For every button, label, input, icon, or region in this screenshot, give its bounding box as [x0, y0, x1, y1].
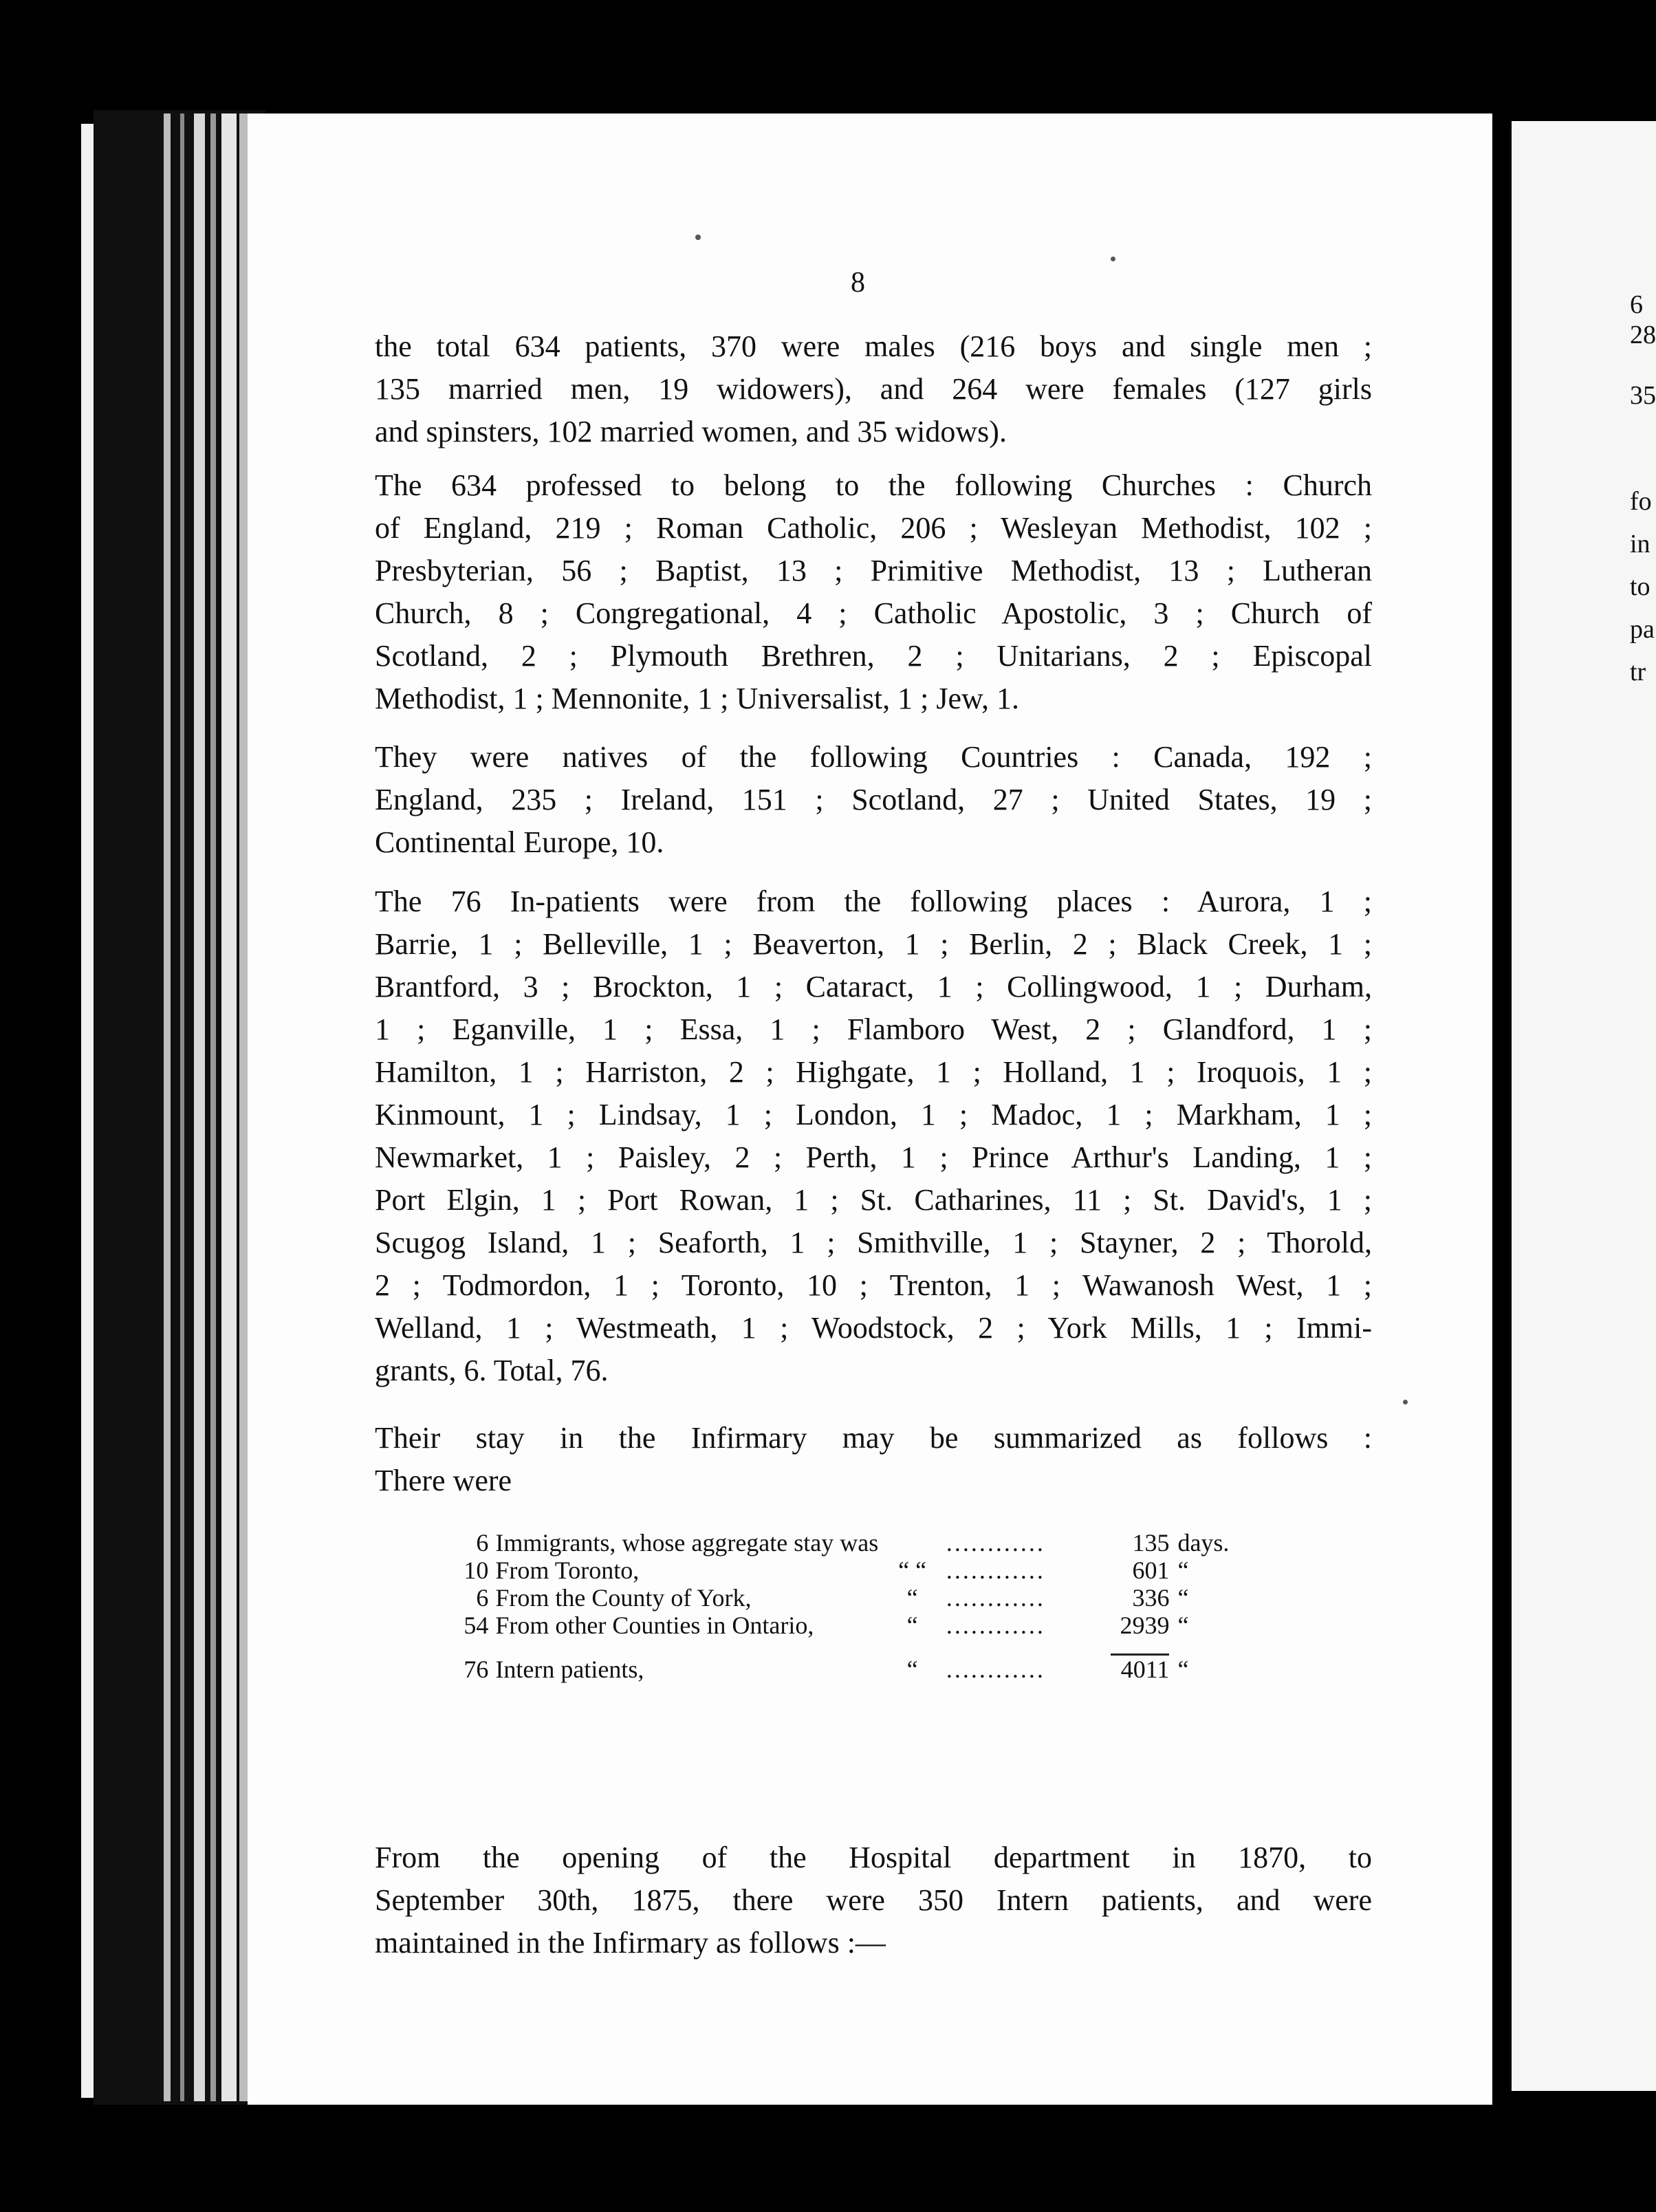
facing-page-fragment: fo: [1630, 487, 1652, 516]
row-label: From other Counties in Ontario,: [495, 1612, 814, 1639]
page-edge-stripe: [221, 113, 237, 2101]
text-line: Presbyterian, 56 ; Baptist, 13 ; Primitive Methodist, 13 ; Lutheran: [375, 554, 1372, 587]
text-line: Brantford, 3 ; Brockton, 1 ; Cataract, 1 ; Collingwood, 1 ; Durham,: [375, 970, 1372, 1004]
ink-speck: [695, 235, 701, 240]
facing-page-fragment: in: [1630, 530, 1650, 559]
text-line: From the opening of the Hospital department in 1870, to: [375, 1841, 1372, 1874]
paragraph-churches: [375, 464, 1372, 720]
text-line: maintained in the Infirmary as follows :—: [375, 1926, 886, 1960]
page-number: 8: [851, 267, 865, 299]
text-line: Church, 8 ; Congregational, 4 ; Catholic Apostolic, 3 ; Church of: [375, 596, 1372, 630]
leader-dots: ............: [946, 1656, 1045, 1683]
text-line: The 634 professed to belong to the following Churches : Church: [375, 468, 1372, 502]
text-line: Welland, 1 ; Westmeath, 1 ; Woodstock, 2 ; York Mills, 1 ; Immi-: [375, 1311, 1372, 1345]
facing-page-fragment: 28: [1630, 321, 1656, 349]
paragraph-stay-intro: [375, 1417, 1372, 1502]
text-line: There were: [375, 1464, 512, 1497]
ink-speck: [1403, 1400, 1408, 1405]
facing-page-fragment: 35: [1630, 381, 1656, 410]
days-value: 2939: [1120, 1612, 1170, 1639]
ditto-marks: “: [906, 1584, 918, 1612]
paragraph-countries: [375, 736, 1372, 864]
patient-count: 10: [464, 1557, 489, 1584]
days-value: 4011: [1120, 1656, 1170, 1683]
text-line: Continental Europe, 10.: [375, 825, 664, 859]
text-line: The 76 In-patients were from the following places : Aurora, 1 ;: [375, 885, 1372, 918]
ditto-marks: “: [906, 1612, 918, 1639]
text-line: Scugog Island, 1 ; Seaforth, 1 ; Smithville, 1 ; Stayner, 2 ; Thorold,: [375, 1226, 1372, 1259]
text-line: Newmarket, 1 ; Paisley, 2 ; Perth, 1 ; Prince Arthur's Landing, 1 ;: [375, 1140, 1372, 1174]
row-label: Intern patients,: [495, 1656, 644, 1683]
days-unit: days.: [1177, 1529, 1230, 1557]
text-line: They were natives of the following Countries : Canada, 192 ;: [375, 740, 1372, 774]
patient-count: 76: [464, 1656, 489, 1683]
page-edge-stripe: [210, 113, 216, 2101]
leader-dots: ............: [946, 1557, 1045, 1584]
row-label: Immigrants, whose aggregate stay was: [495, 1529, 879, 1557]
stay-summary-table: [454, 1529, 1245, 1683]
page-edge-stripe: [164, 113, 171, 2101]
text-line: the total 634 patients, 370 were males (216 boys and single men ;: [375, 329, 1372, 363]
text-line: Barrie, 1 ; Belleville, 1 ; Beaverton, 1 ; Berlin, 2 ; Black Creek, 1 ;: [375, 927, 1372, 961]
row-label: From the County of York,: [495, 1584, 752, 1612]
table-row: [454, 1612, 1245, 1639]
days-unit: “: [1177, 1612, 1189, 1639]
patient-count: 6: [476, 1584, 489, 1612]
ditto-marks: “ “: [898, 1557, 927, 1584]
text-line: and spinsters, 102 married women, and 35 widows).: [375, 415, 1007, 448]
table-row: [454, 1557, 1245, 1584]
ink-speck: [1111, 257, 1115, 261]
row-label: From Toronto,: [495, 1557, 640, 1584]
facing-page-edge: [1512, 121, 1656, 2091]
page-edge-stripe: [194, 113, 205, 2101]
page-edge-stripe: [180, 113, 184, 2101]
days-unit: “: [1177, 1584, 1189, 1612]
text-line: 135 married men, 19 widowers), and 264 were females (127 girls: [375, 372, 1372, 406]
facing-page-fragment: pa: [1630, 615, 1655, 644]
paragraph-places: [375, 880, 1372, 1392]
book-page: [248, 113, 1492, 2105]
page-edge-stripe: [239, 113, 248, 2101]
ditto-marks: “: [906, 1656, 918, 1683]
days-unit: “: [1177, 1557, 1189, 1584]
text-line: Scotland, 2 ; Plymouth Brethren, 2 ; Unitarians, 2 ; Episcopal: [375, 639, 1372, 673]
days-unit: “: [1177, 1656, 1189, 1683]
text-line: grants, 6. Total, 76.: [375, 1354, 609, 1387]
facing-page-fragment: tr: [1630, 658, 1646, 686]
text-line: England, 235 ; Ireland, 151 ; Scotland, 27 ; United States, 19 ;: [375, 783, 1372, 816]
text-line: Their stay in the Infirmary may be summarized as follows :: [375, 1421, 1372, 1455]
facing-page-fragment: 6: [1630, 290, 1643, 319]
text-line: Hamilton, 1 ; Harriston, 2 ; Highgate, 1 ; Holland, 1 ; Iroquois, 1 ;: [375, 1055, 1372, 1089]
days-value: 135: [1132, 1529, 1170, 1557]
patient-count: 6: [476, 1529, 489, 1557]
leader-dots: ............: [946, 1612, 1045, 1639]
sum-rule-row: [454, 1639, 1245, 1656]
days-value: 601: [1132, 1557, 1170, 1584]
paragraph-patient-totals: [375, 325, 1372, 453]
text-line: September 30th, 1875, there were 350 Intern patients, and were: [375, 1883, 1372, 1917]
text-line: 1 ; Eganville, 1 ; Essa, 1 ; Flamboro West, 2 ; Glandford, 1 ;: [375, 1012, 1372, 1046]
days-value: 336: [1132, 1584, 1170, 1612]
leader-dots: ............: [946, 1529, 1045, 1557]
text-line: Methodist, 1 ; Mennonite, 1 ; Universalist, 1 ; Jew, 1.: [375, 682, 1019, 715]
text-line: 2 ; Todmordon, 1 ; Toronto, 10 ; Trenton, 1 ; Wawanosh West, 1 ;: [375, 1268, 1372, 1302]
text-line: Kinmount, 1 ; Lindsay, 1 ; London, 1 ; Madoc, 1 ; Markham, 1 ;: [375, 1098, 1372, 1131]
table-row: [454, 1529, 1245, 1557]
patient-count: 54: [464, 1612, 489, 1639]
table-row: [454, 1584, 1245, 1612]
scan-outer-margin: [81, 124, 94, 2098]
total-row: [454, 1656, 1245, 1683]
paragraph-closing: [375, 1836, 1372, 1964]
text-line: of England, 219 ; Roman Catholic, 206 ; Wesleyan Methodist, 102 ;: [375, 511, 1372, 545]
leader-dots: ............: [946, 1584, 1045, 1612]
facing-page-fragment: to: [1630, 572, 1650, 601]
ditto-marks: [878, 1529, 946, 1557]
text-line: Port Elgin, 1 ; Port Rowan, 1 ; St. Catharines, 11 ; St. David's, 1 ;: [375, 1183, 1372, 1217]
